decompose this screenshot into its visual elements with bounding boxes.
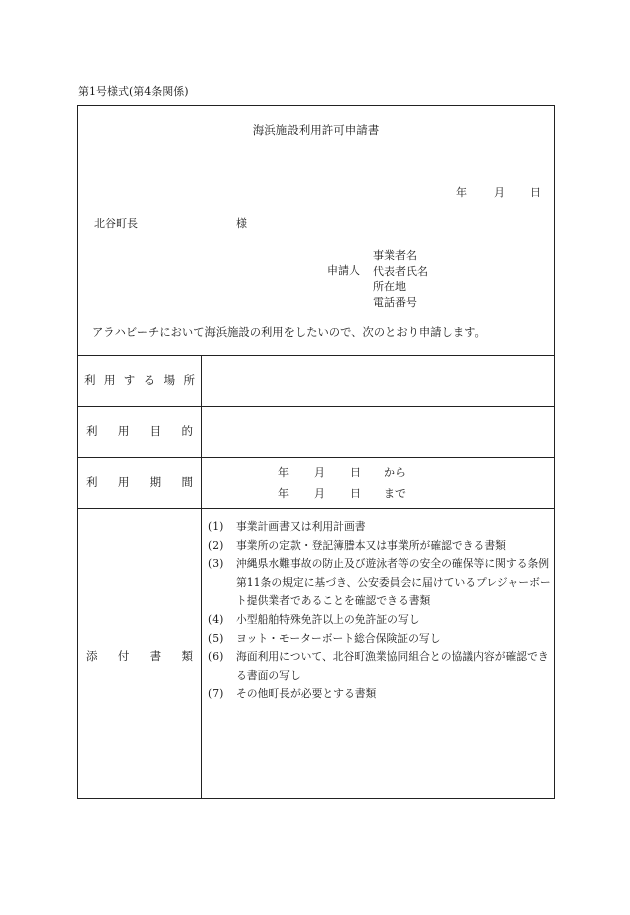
place-label: 利 用 す る 場 所 bbox=[84, 373, 195, 387]
addressee-honorific: 様 bbox=[236, 217, 247, 230]
date-year: 年 bbox=[456, 186, 467, 199]
date-month: 月 bbox=[494, 186, 505, 199]
list-item: (3) 沖縄県水難事故の防止及び遊泳者等の安全の確保等に関する条例第11条の規定に基づき、公安委員会に届けているプレジャーボート提供業者であることを確認できる書類 bbox=[208, 557, 551, 608]
place-field[interactable] bbox=[204, 357, 553, 404]
list-item: (7) その他町長が必要とする書類 bbox=[208, 687, 377, 701]
applicant-business-name: 事業者名 bbox=[373, 249, 417, 262]
row-divider bbox=[78, 457, 554, 458]
row-divider bbox=[78, 508, 554, 509]
list-item: (6) 海面利用について、北谷町漁業協同組合との協議内容が確認できる書面の写し bbox=[208, 650, 549, 682]
table-top-border bbox=[78, 355, 554, 356]
date-day: 日 bbox=[530, 186, 541, 199]
list-item: (4) 小型船舶特殊免許以上の免許証の写し bbox=[208, 612, 420, 626]
application-form: 海浜施設利用許可申請書 年 月 日 北谷町長 様 申請人 事業者名 代表者氏名 所在地 電話番号 アラハビーチにおいて海浜施設の利用をしたいので、次のとおり申請します。 利 用 す る 場 所 利 用 目 的 利 用 期 間 年 月 日 から 年 月 日 まで 添 付 書 類 (1) 事業計画書又は利用計画書 (2) 事業所の定款・登記簿謄本又は事業所が確認できる書類 (3) 沖縄県水難事故の防止及び遊泳者等の安全の確保等に関する条例第11条の規定に基づき、公安委員会に届けているプレジャーボート提供業者であることを確認できる書類 (4) 小型船舶特殊免許以上の免許証の写し (5) ヨット・モーターボート総合保険証の写し (6) 海面利用について、北谷町漁業協同組合との協議内容が確認できる書面の写し (7) その他町長が必要とする書類 bbox=[77, 105, 555, 799]
form-title: 海浜施設利用許可申請書 bbox=[252, 123, 380, 137]
applicant-address: 所在地 bbox=[373, 280, 406, 293]
list-item: (2) 事業所の定款・登記簿謄本又は事業所が確認できる書類 bbox=[208, 538, 506, 552]
list-item: (1) 事業計画書又は利用計画書 bbox=[208, 520, 366, 533]
applicant-fields bbox=[373, 248, 428, 310]
form-number-label: 第1号様式(第4条関係) bbox=[78, 85, 189, 98]
purpose-label: 利 用 目 的 bbox=[86, 424, 193, 438]
attachments-label: 添 付 書 類 bbox=[86, 649, 193, 663]
row-divider bbox=[78, 406, 554, 407]
attachments-list bbox=[208, 518, 553, 704]
applicant-phone: 電話番号 bbox=[373, 295, 417, 309]
addressee-name: 北谷町長 bbox=[94, 217, 138, 230]
column-divider bbox=[201, 355, 202, 798]
applicant-label: 申請人 bbox=[327, 264, 360, 277]
period-label: 利 用 期 間 bbox=[86, 475, 193, 489]
purpose-field[interactable] bbox=[204, 408, 553, 455]
application-statement: アラハビーチにおいて海浜施設の利用をしたいので、次のとおり申請します。 bbox=[92, 326, 486, 339]
applicant-representative: 代表者氏名 bbox=[373, 264, 428, 278]
list-item: (5) ヨット・モーターボート総合保険証の写し bbox=[208, 631, 441, 645]
